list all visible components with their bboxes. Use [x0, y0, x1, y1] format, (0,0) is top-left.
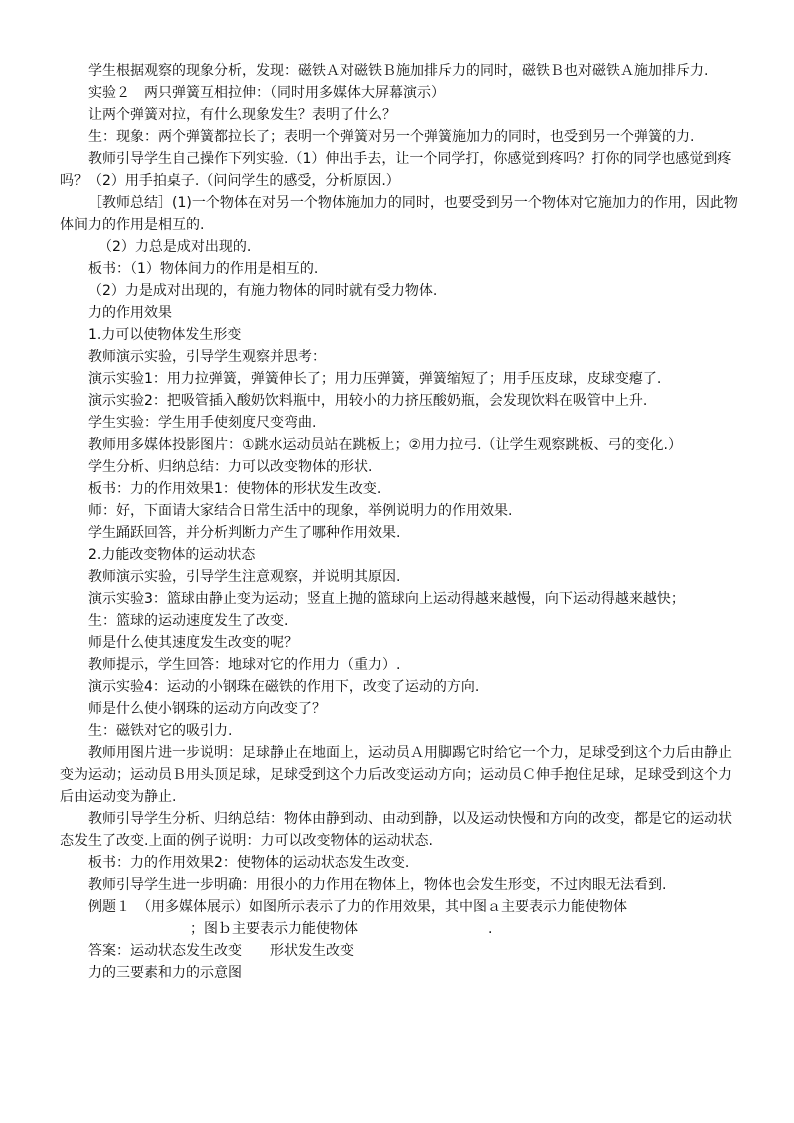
example-mid: ；图ｂ主要表示力能使物体: [190, 921, 358, 937]
paragraph: 教师引导学生进一步明确：用很小的力作用在物体上，物体也会发生形变，不过肉眼无法看到.: [88, 877, 667, 893]
subsection-heading: 2.力能改变物体的运动状态: [88, 547, 256, 563]
paragraph: 教师演示实验，引导学生注意观察，并说明其原因.: [88, 569, 401, 585]
paragraph: 学生分析、归纳总结：力可以改变物体的形状.: [88, 459, 373, 475]
paragraph: 师是什么使小钢珠的运动方向改变了？: [88, 701, 326, 717]
paragraph: 演示实验4：运动的小钢珠在磁铁的作用下，改变了运动的方向.: [88, 679, 480, 695]
paragraph: 教师用图片进一步说明：足球静止在地面上，运动员Ａ用脚踢它时给它一个力，足球受到这个力后由静止变为运动；运动员Ｂ用头顶足球，足球受到这个力后改变运动方向；运动员Ｃ伸手抱住足球，足球受到这个力后由运动变为静止.: [60, 745, 732, 805]
paragraph: 学生根据观察的现象分析，发现：磁铁Ａ对磁铁Ｂ施加排斥力的同时，磁铁Ｂ也对磁铁Ａ施加排斥力.: [88, 63, 709, 79]
paragraph: 演示实验1：用力拉弹簧，弹簧伸长了；用力压弹簧，弹簧缩短了；用手压皮球，皮球变瘪了.: [88, 371, 662, 387]
answer-label: 答案：: [88, 943, 130, 959]
example-end: .: [488, 921, 493, 937]
paragraph: 生：现象：两个弹簧都拉长了；表明一个弹簧对另一个弹簧施加力的同时，也受到另一个弹簧的力.: [88, 129, 695, 145]
example-question: [60, 896, 740, 940]
paragraph: 教师用多媒体投影图片：①跳水运动员站在跳板上；②用力拉弓.（让学生观察跳板、弓的变化.）: [88, 437, 682, 453]
paragraph: 演示实验3：篮球由静止变为运动；竖直上抛的篮球向上运动得越来越慢，向下运动得越来越快；: [88, 591, 685, 607]
paragraph: 生：篮球的运动速度发生了改变.: [88, 613, 289, 629]
paragraph: ［教师总结］(1)一个物体在对另一个物体施加力的同时，也要受到另一个物体对它施加力的作用，因此物体间力的作用是相互的.: [60, 195, 738, 233]
example-lead: 例题１ （用多媒体展示）如图所示表示了力的作用效果，其中图ａ主要表示力能使物体: [88, 899, 627, 915]
paragraph: 让两个弹簧对拉，有什么现象发生？表明了什么？: [88, 107, 396, 123]
paragraph: 板书：（1）物体间力的作用是相互的.: [88, 261, 319, 277]
paragraph: 板书：力的作用效果2：使物体的运动状态发生改变.: [88, 855, 410, 871]
paragraph: 学生踊跃回答，并分析判断力产生了哪种作用效果.: [88, 525, 401, 541]
paragraph: 实验２ 两只弹簧互相拉伸：（同时用多媒体大屏幕演示）: [88, 85, 445, 101]
paragraph: 生：磁铁对它的吸引力.: [88, 723, 233, 739]
paragraph: 师是什么使其速度发生改变的呢？: [88, 635, 298, 651]
paragraph: 演示实验2：把吸管插入酸奶饮料瓶中，用较小的力挤压酸奶瓶，会发现饮料在吸管中上升.: [88, 393, 648, 409]
subsection-heading: 1.力可以使物体发生形变: [88, 327, 242, 343]
paragraph: 教师引导学生分析、归纳总结：物体由静到动、由动到静，以及运动快慢和方向的改变，都是它的运动状态发生了改变.上面的例子说明：力可以改变物体的运动状态.: [60, 811, 732, 849]
document-page: [60, 60, 740, 984]
paragraph: 师：好，下面请大家结合日常生活中的现象，举例说明力的作用效果.: [88, 503, 513, 519]
paragraph: 教师提示，学生回答：地球对它的作用力（重力）.: [88, 657, 401, 673]
answer-1: 运动状态发生改变: [130, 943, 242, 959]
answer-2: 形状发生改变: [270, 943, 354, 959]
paragraph: 教师演示实验，引导学生观察并思考：: [88, 349, 326, 365]
paragraph: （2）力是成对出现的，有施力物体的同时就有受力物体.: [88, 283, 438, 299]
answer-line: [60, 940, 740, 962]
section-heading: 力的三要素和力的示意图: [88, 965, 242, 981]
paragraph: 教师引导学生自己操作下列实验.（1）伸出手去，让一个同学打，你感觉到疼吗？打你的同学也感觉到疼吗？（2）用手拍桌子.（问问学生的感受，分析原因.）: [60, 151, 732, 189]
section-heading: 力的作用效果: [88, 305, 172, 321]
paragraph: 学生实验：学生用手使刻度尺变弯曲.: [88, 415, 317, 431]
paragraph: （2）力总是成对出现的.: [98, 239, 252, 255]
paragraph: 板书：力的作用效果1：使物体的形状发生改变.: [88, 481, 382, 497]
